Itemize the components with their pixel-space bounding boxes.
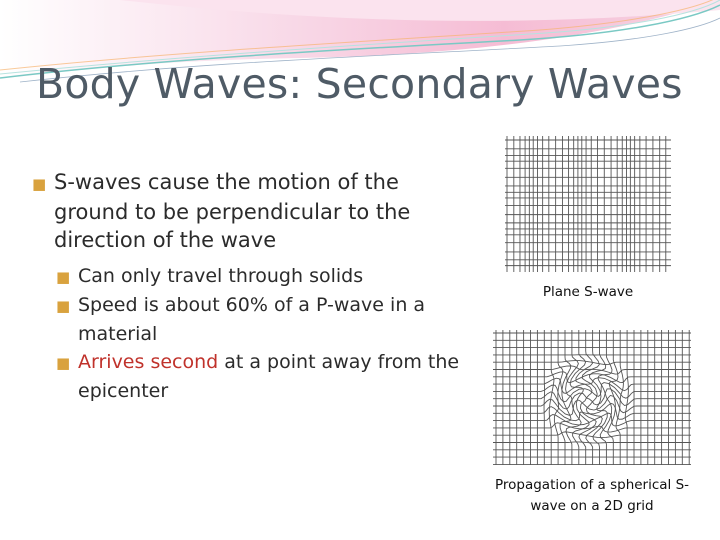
spherical-s-wave-caption: Propagation of a spherical S-wave on a 2D grid [494,477,690,514]
bullet-sub-2-text: Speed is about 60% of a P-wave in a material [78,294,426,345]
bullet-icon: ■ [56,354,71,372]
bullet-sub-3-text: at a point away from the epicenter [78,351,460,402]
bullet-sub-3-highlight: Arrives second [78,351,219,373]
page-title: Body Waves: Secondary Waves [36,60,683,108]
plane-s-wave-caption: Plane S-wave [542,284,634,300]
bullet-sub-2 [32,291,462,348]
bullet-main-text: S-waves cause the motion of the ground to be perpendicular to the direction of the wave [54,170,411,252]
bullet-icon: ■ [56,268,71,286]
bullet-sub-1-text: Can only travel through solids [78,265,364,287]
bullet-icon: ■ [32,175,47,193]
bullet-icon: ■ [56,297,71,315]
spherical-s-wave-figure [493,330,691,465]
bullet-list [32,168,462,405]
bullet-sub-1 [32,262,462,291]
bullet-main [32,168,462,254]
plane-s-wave-figure [505,136,671,272]
bullet-sub-3 [32,348,462,405]
